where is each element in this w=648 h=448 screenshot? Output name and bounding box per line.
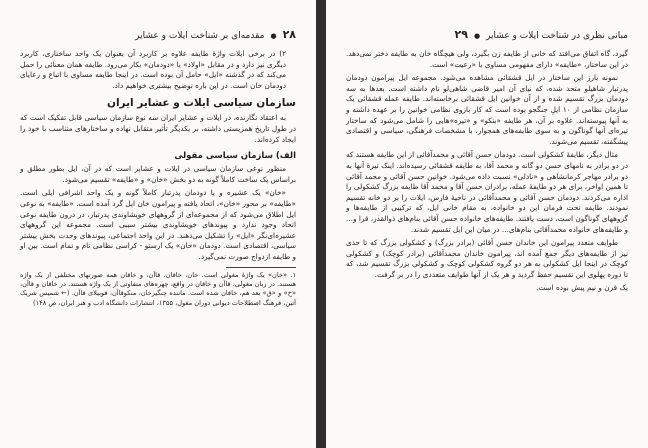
right-page-number: ۲۹: [454, 28, 468, 41]
subsection-paragraph-1: منظور نوعی سازمان سیاسی در ایلات و عشایر است که در آن، ایل بطور مطلق و براساس یک ساخت کاملاً گونه به دو بخش «خان» و «طایفه» تقسیم می‌شود.: [20, 164, 296, 184]
subsection-heading: الف) سازمان سیاسی مقولی: [174, 151, 296, 162]
section-heading: سازمان سیاسی ایلات و عشایر ایران: [107, 97, 296, 110]
left-running-head: [20, 28, 296, 41]
bullet-separator: ●: [270, 32, 277, 40]
left-book-page: [0, 0, 316, 448]
right-running-head: [346, 28, 628, 41]
subsection-paragraph-2: «خان» یک عشیره و یا دودمان پدرتبار کاملاً گونه و یک واحد اشرافی ایلی است. «طایفه» بر محور «خان»، اتحاد یافته و پیرامون خان ایل گرد آمده است. «طایفه» به نوعی ایل اطلاق می‌شود که از مجموعه‌ای از گروههای خویشاوندی پدرتبار، در درون طایفه نوعی اتحاد وجود ندارد و پیوندهای خویشاوندی بیشتر سببی است. مجموعه این گروههای عشیره‌ای‌نگر «ایل» را تشکیل می‌دهند. در این واحد اجتماعی، پیوندهای وحدت بخش بیشتر سیاسی، اقتصادی است. دودمان «خان» یک ارستو - کراسی نظامی تام و تمام است. بین او و طایفه ازدواج صورت نمی‌گیرد.: [20, 188, 296, 261]
book-gutter: [316, 0, 326, 448]
body-paragraph-3: مثال دیگر، طایفهٔ کشکولی است. دودمان حسن آقائی و محمدآقائی از این طایفه هستند که در دو برادر به نامهای حسن دو گانه و محمد آقا، به طایفه قشقائی رسیده‌اند. اینک تیرهٔ آنها به دو برادر مهاجر کرمانشاهی و «نادلی» نسبت داده می‌شود. خوانین حسن آقائی و محمد آقائی تا همین اواخر، برای هر دو طایفهٔ عمله، برادران حسن آقا و محمد آقا طایفه بزرگ کشکولی را اداره می‌کردند. دودمان حسن آقائی و محمدآقائی در ناحیهٔ فارس، ایلات را بر دو خانه تقسیم نمودند. طایفه تحت فرمان این دو خانواده، به مقام خانی ایل، که ترکیبی از طایفه‌ها و گروههای گوناگون است، دست یافتند. طایفه‌های خانواده حسن آقائی بنام‌های ذوالقدر، قرا و... و طایفه‌های خانواده محمدآقائی بنام‌های... در میان این ایل تقسیم شدند.: [346, 150, 628, 234]
right-running-title: مبانی نظری در شناخت ایلات و عشایر: [486, 31, 628, 41]
bullet-separator: ●: [473, 32, 481, 40]
section-paragraph: به اعتقاد نگارنده، در ایلات و عشایر ایران سه نوع سازمان سیاسی قابل تفکیک است که در طول تاریخ همزیستی داشته، بر یکدیگر تأثیر متقابل نهاده و ساختارهای متناسب با خود را ایجاد کرده‌اند.: [20, 113, 296, 144]
body-paragraph-4: طوایف متعدد پیرامون این خاندان حسن آقائی (برادر بزرگ) و کشکولی بزرگ که تا حدی نیز از طایفه‌های دیگر جمع آمده اند، پیرامون خاندان محمدآقائی (برادر کوچک) و کشکولی کوچک در اینجا ایل کشکولی به هر دو گروه کشکولی کوچک و کشکولی بزرگ تقسیم شد، که تا دوره پهلوی این تقسیم حفظ گردید و هر یک از آنها طوایف متعددی را در بر گرفت.: [346, 238, 628, 279]
body-paragraph-1: گیرد، گاه اتفاق می‌افتد که خانی از طایفه زن بگیرد، ولی هیچگاه خان به طایفه دختر نمی‌دهد. در این ساختار، «طایفه» دارای مفهومی مساوی با «رعیت» است.: [346, 49, 628, 69]
right-book-page: [326, 0, 648, 448]
left-page-number: ۲۸: [282, 28, 296, 41]
body-paragraph-2: نمونه بارز این ساختار در ایل قشقائی مشاهده می‌شود. مجموعه ایل پیرامون دودمان پدرتبار شاهیلو متحد شده، که نیای آن امیر قاضی شاهی‌لو نام داشته است. بعدها به سه دودمان بزرگ تقسیم شده و از آن خوانین ایل قشقائی برخاسته‌اند. طایفه عمله قشقائی یک سازمان نظامی از ۱۰ ایلِ جنگجو بوده است که کار بازوی نظامی خوانین را بر عهده داشته و به آنها پیوسته‌اند. علاوه بر آن، هر طایفه «بنکو» و «تیره»هایی را شامل می‌شود که ساختار تیره‌ای آنها گوناگون و به سوی طایفه‌های همجوار، با مشخصات فرهنگی، سیاسی و اقتصادی پیشگفته، تقسیم می‌شوند.: [346, 73, 628, 146]
body-paragraph-5: یک قرن و نیم پیش بوده است.: [536, 283, 628, 293]
footnote-rule: [226, 267, 296, 268]
intro-paragraph: ۲) در برخی ایلات واژهٔ طایفه علاوه بر کاربرد آن بعنوان یک واحد ساختاری، کاربرد دیگری نیز دارد و در مقابل «اولاد» یا «دودمان» بکار می‌رود. طایفه همان معنائی را حمل می‌کند که در گذشته «ایل» حامل آن بوده است. در اینجا طایفه مساوی با اتباع و رعایای دودمان خان است. در این باره توضیح بیشتری خواهیم داد.: [20, 49, 286, 90]
left-running-title: مقدمه‌ای بر شناخت ایلات و عشایر: [135, 31, 265, 41]
footnote: ۱. «خان» یک واژهٔ مغولی است. خان، خاقان، قاآن، و خاقان همه صورتهای مختلفی از یک واژه هستند. در زبان مغولی، قاآن و خاقان در واقع، چهره‌های متفاوتی از یک واژه هستند. در خاقان و قاآن، «خ» و «ق» بعد هم، خاقان شده است. ماننده چنگیزخان، منکوقاآن، قوبیلای قاآن. (← شمیس شریک آثین، فرهنگ اصطلاحات دیوانی دوران مغول، ۱۳۵۵، انتشارات دانشگاه ادب و هنر ایران، ص ۱۴۸): [20, 270, 296, 307]
